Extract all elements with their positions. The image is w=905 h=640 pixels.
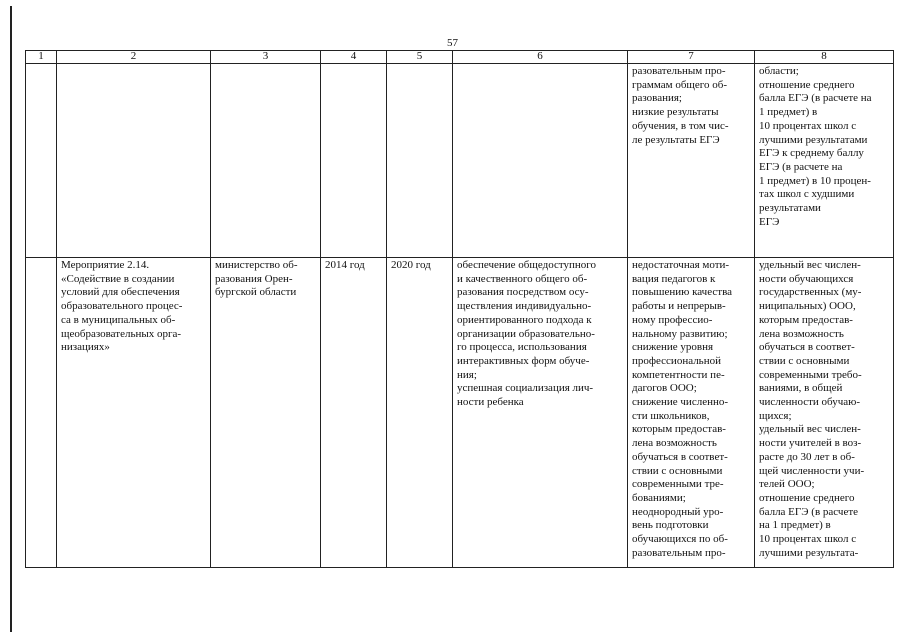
column-number: 5: [387, 51, 453, 64]
column-number: 1: [26, 51, 57, 64]
table-cell-consequences: разовательным про- граммам общего об- разования; низкие результаты обучения, в том чис- ле результаты ЕГЭ: [628, 64, 755, 258]
binding-edge-line: [10, 6, 12, 632]
table-cell-number: [26, 258, 57, 568]
column-number: 3: [211, 51, 321, 64]
column-number: 8: [755, 51, 894, 64]
table-cell-start: [321, 64, 387, 258]
table-cell-indicators: удельный вес числен- ности обучающихся государственных (му- ниципальных) ООО, которым предостав- лена возможность обучаться в соответ- ствии с основными современными требо- ваниями, в общей численности обучаю- щихся; удельный вес числен- ности учителей в воз- расте до 30 лет в об- щей численности учи- телей ООО; отношение среднего балла ЕГЭ (в расчете на 1 предмет) в 10 процентах школ с лучшими результата-: [755, 258, 894, 568]
program-measures-table: [25, 50, 894, 568]
table-row-measure-2-14: [26, 258, 894, 568]
table-cell-measure: Мероприятие 2.14. «Содействие в создании условий для обеспечения образовательного процес- са в муниципальных об- щеобразовательных орга- низациях»: [57, 258, 211, 568]
table-cell-end: [387, 64, 453, 258]
table-cell-expected-result: [453, 64, 628, 258]
table-cell-executor: министерство об- разования Орен- бургской области: [211, 258, 321, 568]
table-row-continuation: [26, 64, 894, 258]
column-number-row: [26, 51, 894, 64]
table-cell-consequences: недостаточная моти- вация педагогов к повышению качества работы и непрерыв- ному профессио- нальному развитию; снижение уровня профессиональной компетентности пе- дагогов ООО; снижение численно- сти школьников, которым предостав- лена возможность обучаться в соответ- ствии с основными современными тре- бованиями; неоднородный уро- вень подготовки обучающихся по об- разовательным про-: [628, 258, 755, 568]
table-cell-end: 2020 год: [387, 258, 453, 568]
page-number: 57: [447, 37, 458, 49]
table-cell-expected-result: обеспечение общедоступного и качественного общего об- разования посредством осу- ществления индивидуально- ориентированного подхода к организации образовательно- го процесса, использования интерактивных форм обуче- ния; успешная социализация лич- ности ребенка: [453, 258, 628, 568]
table-cell-measure: [57, 64, 211, 258]
table-cell-executor: [211, 64, 321, 258]
table-cell-number: [26, 64, 57, 258]
column-number: 6: [453, 51, 628, 64]
table-cell-start: 2014 год: [321, 258, 387, 568]
table-cell-indicators: области; отношение среднего балла ЕГЭ (в расчете на 1 предмет) в 10 процентах школ с лучшими результатами ЕГЭ к среднему баллу ЕГЭ (в расчете на 1 предмет) в 10 процен- тах школ с худшими результатами ЕГЭ: [755, 64, 894, 258]
column-number: 4: [321, 51, 387, 64]
column-number: 2: [57, 51, 211, 64]
column-number: 7: [628, 51, 755, 64]
